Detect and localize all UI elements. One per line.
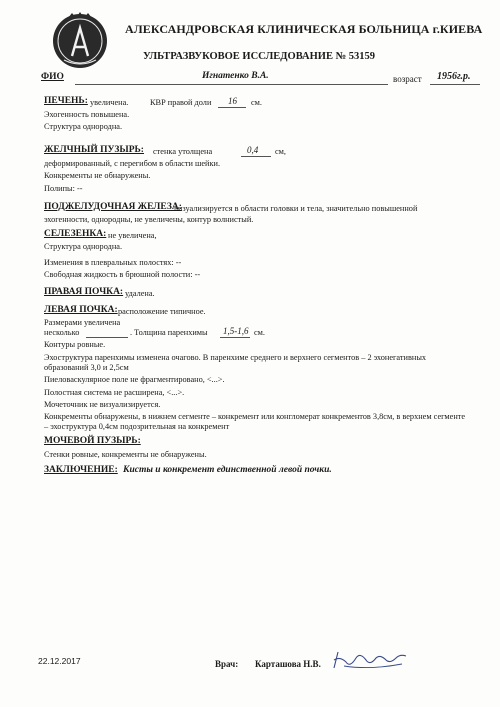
gallbladder-wall-value: 0,4 <box>247 145 259 155</box>
hospital-name: АЛЕКСАНДРОВСКАЯ КЛИНИЧЕСКАЯ БОЛЬНИЦА г.КИЕВА <box>125 22 483 36</box>
bladder-text: Стенки ровные, конкременты не обнаружены. <box>44 450 207 459</box>
liver-label: ПЕЧЕНЬ: <box>44 96 88 106</box>
pleural-changes: Изменения в плевральных полостях: -- <box>44 258 182 267</box>
doctor-label: Врач: <box>215 659 239 669</box>
left-kidney-cavity: Полостная система не расширена, <...>. <box>44 388 185 397</box>
signature-icon <box>330 646 410 674</box>
left-kidney-parenchyma-unit: см. <box>254 328 266 337</box>
left-kidney-text: расположение типичное. <box>118 307 206 316</box>
spleen-text: не увеличена, <box>108 231 157 240</box>
gallbladder-stones: Конкременты не обнаружены. <box>44 171 151 180</box>
spleen-structure: Структура однородна. <box>44 242 123 251</box>
left-kidney-ureter: Мочеточник не визуализируется. <box>44 400 161 409</box>
doctor-name: Карташова Н.В. <box>255 659 321 669</box>
left-kidney-echo-2: образований 3,0 и 2,5см <box>44 363 129 372</box>
conclusion-label: ЗАКЛЮЧЕНИЕ: <box>44 465 118 475</box>
age-value: 1956г.р. <box>437 71 471 82</box>
left-kidney-echo-1: Эхоструктура паренхимы изменена очагово. В паренхиме среднего и верхнего сегментов – 2 эхонегативных <box>44 353 427 362</box>
liver-kvr-value: 16 <box>228 96 237 106</box>
left-kidney-size-1: Размерами увеличена <box>44 318 121 327</box>
left-kidney-calculi-1: Конкременты обнаружены, в нижнем сегменте – конкремент или конгломерат конкрементов 3,8см, в верхнем сегменте <box>44 412 466 421</box>
fio-value: Игнатенко В.А. <box>202 71 269 81</box>
left-kidney-parenchyma-value: 1,5-1,6 <box>223 326 249 336</box>
liver-kvr-underline <box>218 107 246 108</box>
left-kidney-parenchyma-label: . Толщина паренхимы <box>130 328 208 337</box>
liver-text: увеличена. <box>90 98 129 107</box>
gallbladder-label: ЖЕЛЧНЫЙ ПУЗЫРЬ: <box>44 145 144 155</box>
left-kidney-parenchyma-underline <box>220 337 250 338</box>
liver-kvr-unit: см. <box>251 98 263 107</box>
pancreas-label: ПОДЖЕЛУДОЧНАЯ ЖЕЛЕЗА: <box>44 202 182 212</box>
gallbladder-wall-underline <box>241 156 271 157</box>
liver-structure: Структура однородна. <box>44 122 123 131</box>
gallbladder-wall-label: стенка утолщена <box>153 147 213 156</box>
left-kidney-calculi-2: – эхоструктура 0,4см подозрительная на конкремент <box>44 422 230 431</box>
fio-underline <box>75 84 388 85</box>
right-kidney-label: ПРАВАЯ ПОЧКА: <box>44 287 124 297</box>
age-label: возраст <box>393 74 422 84</box>
abdominal-fluid: Свободная жидкость в брюшной полости: -- <box>44 270 201 279</box>
right-kidney-text: удалена. <box>125 289 155 298</box>
gallbladder-wall-unit: см, <box>275 147 287 156</box>
left-kidney-contour: Контуры ровные. <box>44 340 106 349</box>
fio-label: ФИО <box>41 72 64 82</box>
left-kidney-size-underline <box>86 337 128 338</box>
report-date: 22.12.2017 <box>38 656 81 666</box>
liver-kvr-label: КВР правой доли <box>150 98 212 107</box>
conclusion-text: Кисты и конкремент единственной левой почки. <box>123 465 332 475</box>
left-kidney-size-2: несколько <box>44 328 80 337</box>
left-kidney-pyelovascular: Пиеловаскулярное поле не фрагментировано, <...>. <box>44 375 225 384</box>
document-title: УЛЬТРАЗВУКОВОЕ ИССЛЕДОВАНИЕ № 53159 <box>143 51 376 62</box>
gallbladder-shape: деформированный, с перегибом в области шейки. <box>44 159 221 168</box>
liver-echogenicity: Эхогенность повышена. <box>44 110 130 119</box>
spleen-label: СЕЛЕЗЕНКА: <box>44 229 107 239</box>
pancreas-line1: визуализируется в области головки и тела, значительно повышенной <box>174 204 418 213</box>
hospital-logo-icon <box>50 10 110 70</box>
age-underline <box>430 84 480 85</box>
pancreas-line2: эхогенности, однородны, не увеличены, контур волнистый. <box>44 215 254 224</box>
gallbladder-polyps: Полипы: -- <box>44 184 83 193</box>
left-kidney-label: ЛЕВАЯ ПОЧКА: <box>44 305 118 315</box>
bladder-label: МОЧЕВОЙ ПУЗЫРЬ: <box>44 436 141 446</box>
